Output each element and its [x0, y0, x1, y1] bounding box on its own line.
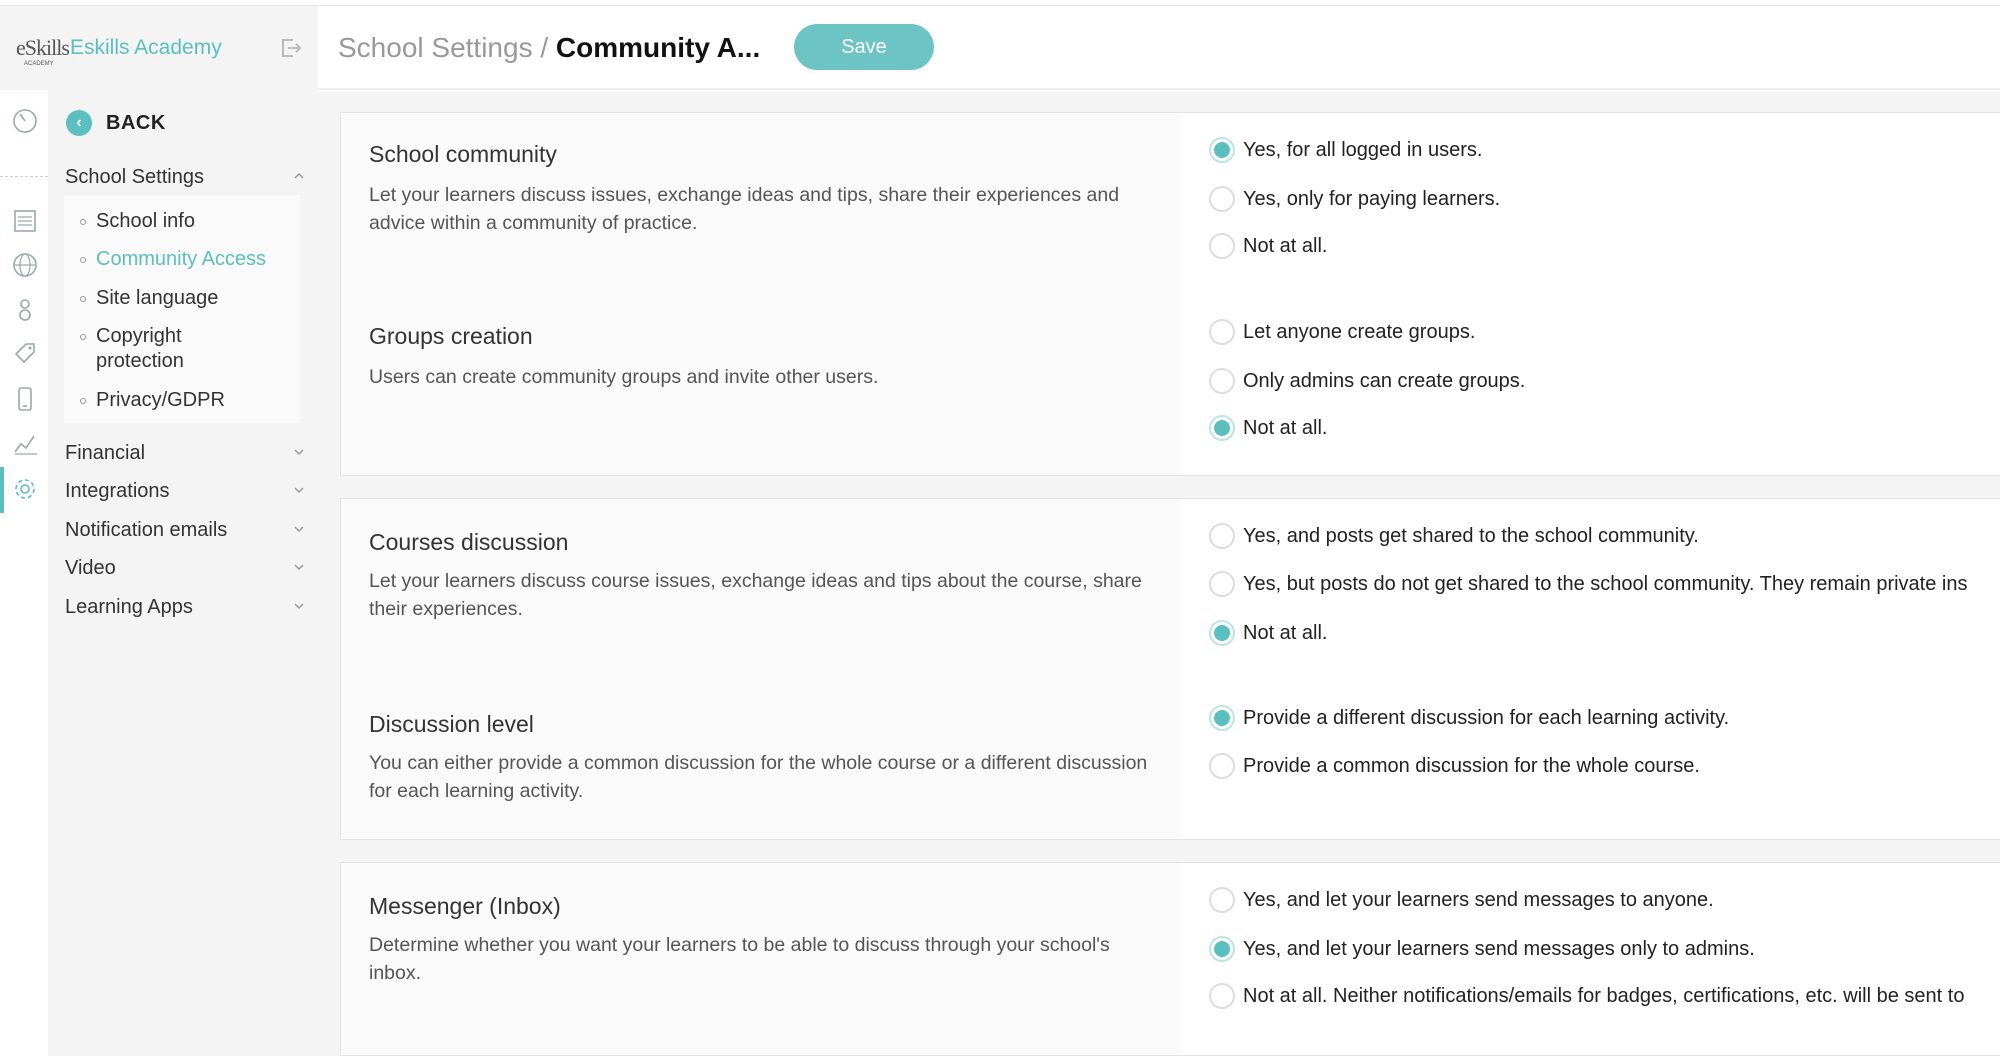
settings-gear-icon[interactable] — [12, 476, 38, 502]
school-community-option-1[interactable] — [1209, 137, 1482, 163]
section-label: Financial — [65, 442, 146, 464]
sidebar-item-privacy-gdpr[interactable] — [96, 388, 225, 413]
page-title: Community A... — [555, 32, 761, 63]
sidebar-section-school-settings[interactable] — [65, 166, 305, 189]
chevron-down-icon — [293, 561, 305, 573]
breadcrumb — [338, 32, 760, 64]
tag-icon[interactable] — [12, 340, 38, 366]
option-label: Let anyone create groups. — [1243, 320, 1476, 343]
radio-selected-icon[interactable] — [1209, 620, 1235, 646]
radio-icon[interactable] — [1209, 571, 1235, 597]
section-label: Learning Apps — [65, 596, 193, 618]
messenger-option-3[interactable] — [1209, 983, 1964, 1009]
back-label: BACK — [106, 111, 166, 134]
messenger-option-1[interactable] — [1209, 887, 1714, 913]
option-label: Not at all. — [1243, 621, 1328, 644]
back-button[interactable] — [66, 110, 166, 136]
school-name-link[interactable]: Eskills Academy — [70, 36, 222, 59]
option-label: Yes, and posts get shared to the school community. — [1243, 524, 1699, 547]
radio-selected-icon[interactable] — [1209, 137, 1235, 163]
sub-label-line2: protection — [96, 350, 184, 372]
icon-rail — [0, 90, 48, 1056]
courses-icon[interactable] — [12, 208, 38, 234]
courses-discussion-desc: Let your learners discuss course issues, exchange ideas and tips about the course, share their experiences. — [369, 570, 1142, 620]
chevron-down-icon — [293, 523, 305, 535]
discussion-card — [340, 498, 2000, 840]
users-icon[interactable] — [12, 296, 38, 322]
brand-logo-sub: ACADEMY — [24, 61, 54, 67]
sidebar-section-integrations[interactable] — [65, 480, 305, 503]
rail-active-indicator — [0, 467, 4, 513]
bullet-icon — [80, 296, 86, 302]
option-label: Yes, but posts do not get shared to the school community. They remain private ins — [1243, 572, 1968, 595]
mobile-icon[interactable] — [12, 386, 38, 412]
option-label: Yes, for all logged in users. — [1243, 138, 1483, 161]
radio-icon[interactable] — [1209, 319, 1235, 345]
bullet-icon — [80, 334, 86, 340]
settings-sidebar — [48, 90, 318, 1056]
back-arrow-icon: ‹ — [66, 110, 92, 136]
sub-label: Community Access — [96, 248, 267, 270]
courses-discussion-title: Courses discussion — [369, 529, 569, 555]
section-label: Video — [65, 557, 116, 579]
bullet-icon — [80, 398, 86, 404]
chevron-down-icon — [293, 484, 305, 496]
section-label: School Settings — [65, 166, 204, 188]
radio-icon[interactable] — [1209, 887, 1235, 913]
sidebar-item-copyright-protection[interactable] — [96, 324, 184, 374]
sub-label: School info — [96, 210, 195, 232]
save-button[interactable]: Save — [794, 24, 934, 70]
radio-icon[interactable] — [1209, 753, 1235, 779]
option-label: Yes, only for paying learners. — [1243, 187, 1501, 210]
radio-icon[interactable] — [1209, 983, 1235, 1009]
option-label: Provide a different discussion for each learning activity. — [1243, 706, 1730, 729]
breadcrumb-separator: / — [532, 32, 556, 63]
radio-icon[interactable] — [1209, 233, 1235, 259]
messenger-option-2[interactable] — [1209, 936, 1755, 962]
settings-content — [318, 92, 2000, 1056]
messenger-desc: Determine whether you want your learners to be able to discuss through your school's inbox. — [369, 934, 1110, 984]
page-header — [318, 6, 2000, 90]
messenger-title: Messenger (Inbox) — [369, 893, 561, 919]
radio-selected-icon[interactable] — [1209, 936, 1235, 962]
globe-icon[interactable] — [12, 252, 38, 278]
community-card — [340, 112, 2000, 476]
messenger-card — [340, 862, 2000, 1056]
sidebar-section-learning-apps[interactable] — [65, 596, 305, 619]
sidebar-section-notification-emails[interactable] — [65, 519, 305, 542]
groups-creation-option-2[interactable] — [1209, 368, 1525, 394]
option-label: Only admins can create groups. — [1243, 369, 1526, 392]
radio-selected-icon[interactable] — [1209, 415, 1235, 441]
chevron-up-icon — [293, 170, 305, 182]
groups-creation-option-1[interactable] — [1209, 319, 1475, 345]
breadcrumb-parent[interactable]: School Settings — [338, 32, 533, 63]
radio-icon[interactable] — [1209, 186, 1235, 212]
courses-discussion-option-1[interactable] — [1209, 523, 1699, 549]
discussion-level-option-1[interactable] — [1209, 705, 1729, 731]
brand-bar — [0, 6, 318, 90]
option-label: Not at all. — [1243, 234, 1328, 257]
groups-creation-option-3[interactable] — [1209, 415, 1327, 441]
bullet-icon — [80, 219, 86, 225]
section-label: Notification emails — [65, 519, 228, 541]
reports-icon[interactable] — [12, 430, 38, 456]
groups-creation-desc: Users can create community groups and invite other users. — [369, 366, 879, 388]
option-label: Provide a common discussion for the whole course. — [1243, 754, 1700, 777]
option-label: Not at all. Neither notifications/emails for badges, certifications, etc. will be sent to — [1243, 984, 1965, 1007]
sub-label: Privacy/GDPR — [96, 389, 225, 411]
dashboard-icon[interactable] — [12, 108, 38, 134]
courses-discussion-option-3[interactable] — [1209, 620, 1327, 646]
courses-discussion-option-2[interactable] — [1209, 571, 1967, 597]
sidebar-item-school-info[interactable] — [96, 209, 195, 234]
chevron-down-icon — [293, 446, 305, 458]
discussion-level-option-2[interactable] — [1209, 753, 1700, 779]
sidebar-section-video[interactable] — [65, 557, 305, 580]
rail-divider — [0, 176, 48, 177]
sidebar-item-site-language[interactable] — [96, 286, 218, 311]
option-label: Not at all. — [1243, 416, 1328, 439]
chevron-down-icon — [293, 600, 305, 612]
section-label: Integrations — [65, 480, 170, 502]
school-community-option-2[interactable] — [1209, 186, 1500, 212]
school-community-desc: Let your learners discuss issues, exchange ideas and tips, share their experiences and advice within a community of practice. — [369, 184, 1120, 234]
sub-label: Copyright — [96, 325, 182, 347]
school-community-title: School community — [369, 141, 557, 167]
radio-selected-icon[interactable] — [1209, 705, 1235, 731]
discussion-level-desc: You can either provide a common discussion for the whole course or a different discussion for each learning activity. — [369, 752, 1148, 802]
bullet-icon — [80, 257, 86, 263]
school-community-option-3[interactable] — [1209, 233, 1327, 259]
discussion-level-title: Discussion level — [369, 711, 534, 737]
brand-logo — [16, 35, 69, 67]
sidebar-section-financial[interactable] — [65, 442, 305, 465]
radio-icon[interactable] — [1209, 368, 1235, 394]
logout-icon[interactable] — [280, 38, 302, 58]
radio-icon[interactable] — [1209, 523, 1235, 549]
sidebar-item-community-access[interactable] — [96, 247, 266, 272]
brand-logo-text: eSkills — [16, 35, 69, 60]
option-label: Yes, and let your learners send messages to anyone. — [1243, 888, 1714, 911]
groups-creation-title: Groups creation — [369, 323, 533, 349]
option-label: Yes, and let your learners send messages only to admins. — [1243, 937, 1755, 960]
sub-label: Site language — [96, 287, 219, 309]
